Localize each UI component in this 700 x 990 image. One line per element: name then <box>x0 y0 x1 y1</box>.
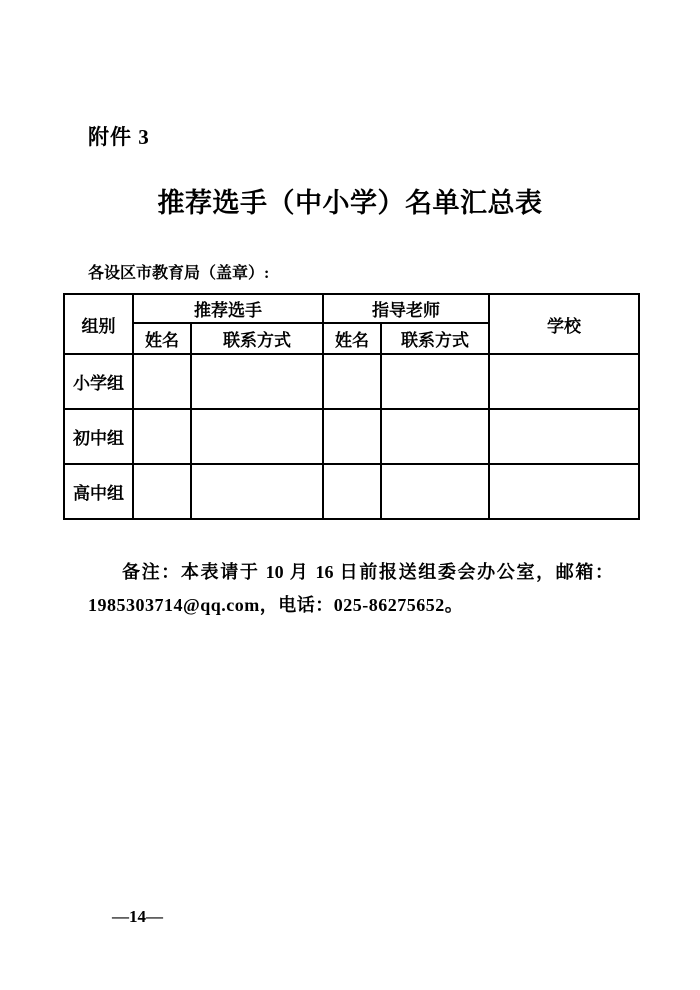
advisor-contact-cell <box>381 464 489 519</box>
player-contact-cell <box>191 354 323 409</box>
player-contact-cell <box>191 464 323 519</box>
advisor-contact-cell <box>381 409 489 464</box>
advisor-name-cell <box>323 354 381 409</box>
table-row-primary <box>64 354 639 409</box>
table-row-junior <box>64 409 639 464</box>
header-player-contact-cell: 联系方式 <box>191 323 323 354</box>
table-header-row-top <box>64 294 639 323</box>
header-recommended-player-cell: 推荐选手 <box>133 294 323 323</box>
advisor-contact-cell <box>381 354 489 409</box>
player-name-cell <box>133 464 191 519</box>
group-label-cell: 小学组 <box>64 354 133 409</box>
page-title: 推荐选手（中小学）名单汇总表 <box>157 188 543 218</box>
header-advisor-contact-cell: 联系方式 <box>381 323 489 354</box>
summary-table <box>63 293 640 520</box>
table-row-senior <box>64 464 639 519</box>
note-line-1: 备注：本表请于 10 月 16 日前报送组委会办公室，邮箱： <box>122 562 613 582</box>
school-cell <box>489 354 639 409</box>
attachment-label: 附件 3 <box>88 125 150 149</box>
header-school-cell: 学校 <box>489 294 639 354</box>
header-group-cell: 组别 <box>64 294 133 354</box>
advisor-name-cell <box>323 409 381 464</box>
advisor-name-cell <box>323 464 381 519</box>
header-advisor-name-cell: 姓名 <box>323 323 381 354</box>
note-line-2: 1985303714@qq.com，电话：025-86275652。 <box>88 595 464 615</box>
group-label-cell: 初中组 <box>64 409 133 464</box>
note-paragraph <box>88 556 613 622</box>
player-contact-cell <box>191 409 323 464</box>
header-advisor-cell: 指导老师 <box>323 294 489 323</box>
school-cell <box>489 409 639 464</box>
page-number: —14— <box>112 907 163 926</box>
stamp-line: 各设区市教育局（盖章）: <box>88 265 270 282</box>
player-name-cell <box>133 409 191 464</box>
school-cell <box>489 464 639 519</box>
player-name-cell <box>133 354 191 409</box>
group-label-cell: 高中组 <box>64 464 133 519</box>
header-player-name-cell: 姓名 <box>133 323 191 354</box>
